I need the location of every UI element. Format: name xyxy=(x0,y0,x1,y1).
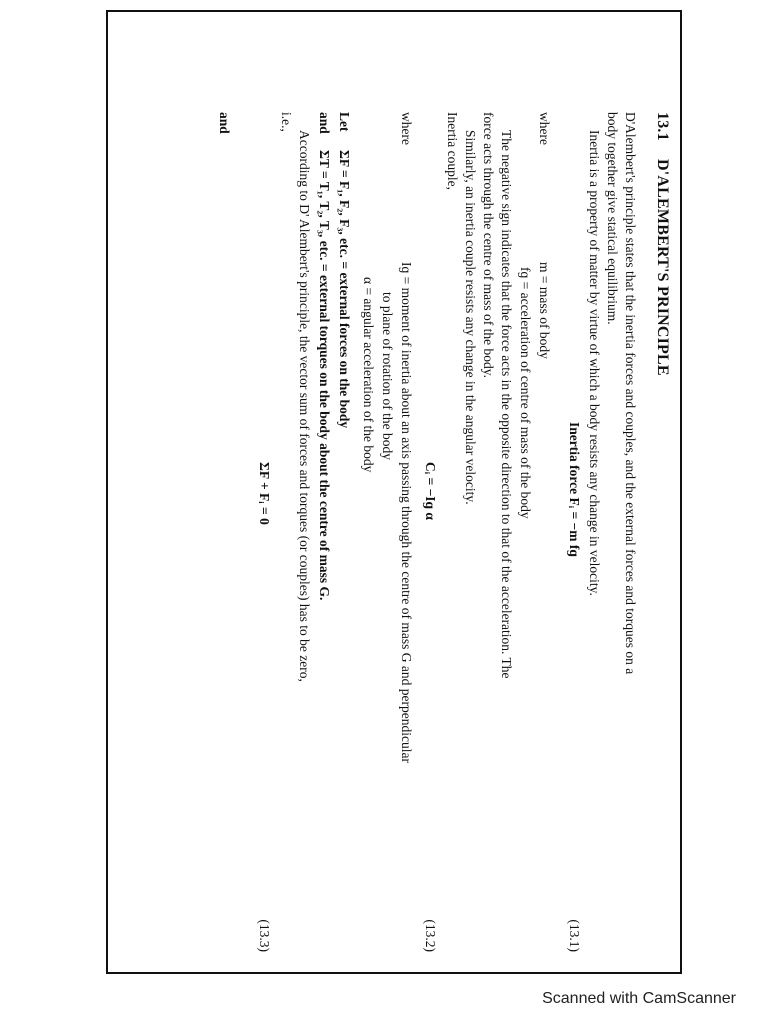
equation-13-2: Cᵢ = −Iɡ α xyxy=(423,462,438,520)
equation-number-13-2: (13.2) xyxy=(423,919,438,952)
definition-alpha: α = angular acceleration of the body xyxy=(361,277,376,473)
page-content xyxy=(108,112,684,972)
rotated-text-block xyxy=(108,12,684,976)
definition-ig-line1: Iɡ = moment of inertia about an axis passing through the centre of mass G and perpendicular xyxy=(399,262,414,763)
definition-fg: fɡ = acceleration of centre of mass of the body xyxy=(518,267,533,519)
para2: Inertia is a property of matter by virtue of which a body resists any change in velocity. xyxy=(587,130,602,596)
where-label-1: where xyxy=(537,112,552,145)
definition-m: m = mass of body xyxy=(537,262,552,359)
equation-13-1: Inertia force Fᵢ = −m fɡ xyxy=(567,422,582,557)
sum-forces-definition: ΣF = F₁, F₂, F₃, etc. = external forces on the body xyxy=(337,150,352,429)
section-number: 13.1 xyxy=(654,112,671,141)
para1-line2: body together give statical equilibrium. xyxy=(605,112,620,325)
equation-13-3: ΣF + Fᵢ = 0 xyxy=(257,462,272,525)
para1-line1: D'Alembert's principle states that the inertia forces and couples, and the external forces and torques on a xyxy=(623,112,638,675)
para5-line1: According to D' Alembert's principle, the vector sum of forces and torques (or couples) has to be zero, xyxy=(297,130,312,682)
para3-line2: force acts through the centre of mass of the body. xyxy=(481,112,496,379)
para4-line2: Inertia couple, xyxy=(445,112,460,190)
para3-line1: The negative sign indicates that the force acts in the opposite direction to that of the acceleration. The xyxy=(499,130,514,679)
and-label: and xyxy=(317,112,332,134)
scanned-page xyxy=(106,10,682,974)
definition-ig-line2: to plane of rotation of the body xyxy=(380,292,395,460)
section-title: D'ALEMBERT'S PRINCIPLE xyxy=(654,159,671,376)
let-label: Let xyxy=(337,112,352,132)
equation-number-13-3: (13.3) xyxy=(257,919,272,952)
para4-line1: Similarly, an inertia couple resists any change in the angular velocity. xyxy=(463,130,478,505)
sum-torques-definition: ΣT = T₁, T₂, T₃, etc. = external torques on the body about the centre of mass G. xyxy=(317,150,332,601)
equation-number-13-1: (13.1) xyxy=(567,919,582,952)
camscanner-watermark: Scanned with CamScanner xyxy=(542,990,736,1007)
where-label-2: where xyxy=(399,112,414,145)
trailing-and: and xyxy=(217,112,232,134)
para5-line2: i.e., xyxy=(279,112,294,132)
section-heading xyxy=(653,112,672,376)
